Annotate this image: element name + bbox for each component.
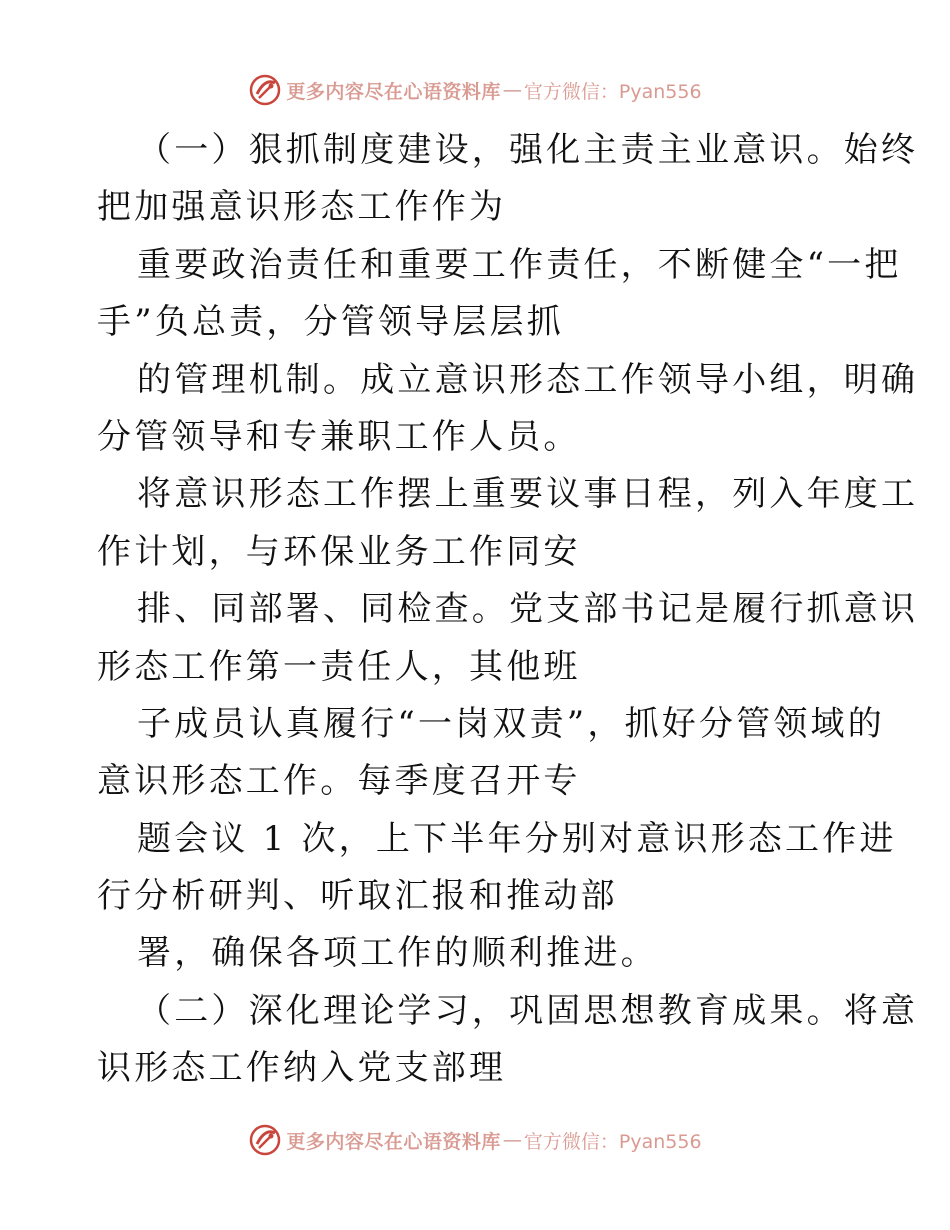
text-line: 识形态工作纳入党支部理 — [97, 1048, 507, 1089]
text-line: 行分析研判、听取汇报和推动部 — [97, 876, 618, 917]
text-line: 署，确保各项工作的顺利推进。 — [137, 933, 658, 974]
text-line: 重要政治责任和重要工作责任，不断健全“一把 — [137, 244, 902, 285]
text-line: 题会议 1 次，上下半年分别对意识形态工作进 — [137, 818, 897, 859]
text-line: 形态工作第一责任人，其他班 — [97, 646, 581, 687]
text-line: （二）深化理论学习，巩固思想教育成果。将意 — [137, 990, 919, 1031]
text-line: 子成员认真履行“一岗双责”，抓好分管领域的 — [137, 703, 885, 744]
text-line: 将意识形态工作摆上重要议事日程，列入年度工 — [137, 474, 919, 515]
brand-logo-icon — [248, 1123, 282, 1157]
text-line: 的管理机制。成立意识形态工作领导小组，明确 — [137, 359, 919, 400]
text-line: 作计划，与环保业务工作同安 — [97, 531, 581, 572]
text-line: 分管领导和专兼职工作人员。 — [97, 416, 581, 457]
text-line: 意识形态工作。每季度召开专 — [97, 761, 581, 802]
watermark-separator: — — [502, 79, 522, 101]
brand-logo-icon — [248, 73, 282, 107]
header-watermark — [0, 70, 950, 110]
watermark-brand: 更多内容尽在心语资料库 — [286, 80, 501, 103]
text-line: 手”负总责，分管领导层层抓 — [97, 302, 564, 343]
watermark-separator: — — [502, 1129, 522, 1151]
watermark-contact: 官方微信：Pyan556 — [523, 1130, 702, 1153]
watermark-brand: 更多内容尽在心语资料库 — [286, 1130, 501, 1153]
text-line: （一）狠抓制度建设，强化主责主业意识。始终 — [137, 130, 919, 170]
text-line: 排、同部署、同检查。党支部书记是履行抓意识 — [137, 589, 919, 630]
watermark-contact: 官方微信：Pyan556 — [523, 80, 702, 103]
text-line: 把加强意识形态工作作为 — [97, 187, 507, 228]
document-body — [97, 122, 919, 1098]
footer-watermark — [0, 1120, 950, 1160]
